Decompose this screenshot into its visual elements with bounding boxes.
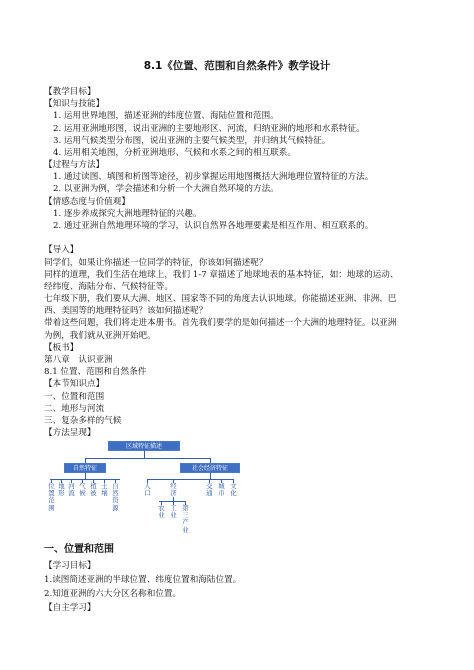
body-line: 【导入】 (44, 245, 79, 256)
body-line: 【板书】 (44, 342, 79, 353)
body-line: 三、复杂多样的气候 (44, 415, 122, 426)
body-line: 【方法呈现】 (44, 428, 96, 438)
diagram-natural-item: 河流 (68, 482, 75, 498)
body-line: 带着这些问题，我们将走进本册书。首先我们要学的是如何描述一个大洲的地理特征。以亚洲 (44, 318, 397, 329)
diagram-root-label: 区域特征描述 (125, 443, 162, 450)
diagram-social-item: 文化 (230, 482, 237, 498)
body-line: 1. 通过读图、填图和析图等途径，初步掌握运用地图概括大洲地理位置特征的方法。 (53, 172, 374, 183)
body-line: 同样的道理，我们生活在地球上，我们 1-7 章描述了地球地表的基本特征，如：地球的运动、 (44, 269, 399, 280)
body-line: 2. 通过亚洲自然地理环境的学习，认识自然界各地理要素是相互作用、相互联系的。 (53, 221, 374, 231)
diagram-economy-item: 第三产业 (182, 504, 189, 534)
diagram-natural-item: 植被 (90, 482, 97, 498)
body-line: 4. 运用相关地图，分析亚洲地形、气候和水系之间的相互联系。 (53, 147, 296, 158)
body-line: 【知识与技能】 (44, 99, 105, 110)
body-line: 1. 逐步养成探究大洲地理特征的兴趣。 (53, 208, 202, 219)
section-heading: 一、位置和范围 (44, 544, 114, 555)
diagram-social-label: 社会经济特征 (191, 465, 228, 472)
diagram-social-item: 交通 (206, 482, 213, 498)
body-line: 一、位置和范围 (44, 391, 105, 402)
diagram-social-box (180, 463, 240, 473)
body-line: 同学们，如果让你描述一位同学的特征，你该如何描述呢？ (44, 257, 268, 268)
diagram-natural-item: 位置范围 (48, 482, 55, 512)
body-line: 七年级下册，我们要从大洲、地区、国家等不同的角度去认识地球。你能描述亚洲、非洲、巴 (44, 294, 397, 304)
body-line: 3. 运用气候类型分布图，说出亚洲的主要气候类型，并归纳其气候特征。 (53, 135, 331, 146)
body-line: 为例，我们就从亚洲开始吧。 (44, 330, 156, 341)
section-line: 1.读图简述亚洲的半球位置、纬度位置和海陆位置。 (44, 575, 242, 585)
diagram-root-box (108, 441, 180, 451)
body-line: 西、美国等的地理特征吗？该如何描述呢？ (44, 306, 208, 317)
body-line: 2. 运用亚洲地形图，说出亚洲的主要地形区、河流，归纳亚洲的地形和水系特征。 (53, 123, 365, 134)
diagram-natural-item: 自然资源 (112, 482, 119, 512)
diagram-economy-item: 农业 (158, 504, 165, 520)
body-line: 【教学目标】 (44, 87, 96, 97)
body-line: 【过程与方法】 (44, 160, 105, 171)
diagram-natural-item: 地形 (58, 482, 65, 498)
diagram-social-item: 经济 (170, 482, 177, 498)
section-line: 【学习目标】 (44, 561, 96, 571)
section-line: 【自主学习】 (44, 603, 96, 613)
body-line: 第八章 认识亚洲 (44, 354, 113, 365)
body-line: 经纬度、海陆分布、气候特征等。 (44, 281, 173, 292)
body-line: 【本节知识点】 (44, 379, 105, 390)
diagram-economy-item: 工业 (170, 504, 177, 520)
diagram-natural-item: 气候 (79, 482, 86, 498)
body-line: 8.1 位置、范围和自然条件 (44, 367, 147, 378)
diagram-natural-item: 土壤 (101, 482, 108, 498)
body-line: 1. 运用世界地图，描述亚洲的纬度位置、海陆位置和范围。 (53, 111, 279, 122)
section-line: 2.知道亚洲的六大分区名称和位置。 (44, 589, 182, 599)
diagram-natural-label: 自然特征 (72, 465, 97, 472)
diagram-social-item: 城市 (218, 482, 225, 498)
diagram-social-item: 人口 (144, 482, 151, 498)
body-line: 【情感态度与价值观】 (44, 196, 130, 207)
document-title: 8.1《位置、范围和自然条件》教学设计 (143, 60, 331, 72)
body-line: 二、地形与河流 (44, 403, 105, 414)
body-line: 2. 以亚洲为例，学会描述和分析一个大洲自然环境的方法。 (53, 184, 279, 195)
method-diagram (44, 441, 284, 541)
diagram-natural-box (64, 463, 106, 473)
